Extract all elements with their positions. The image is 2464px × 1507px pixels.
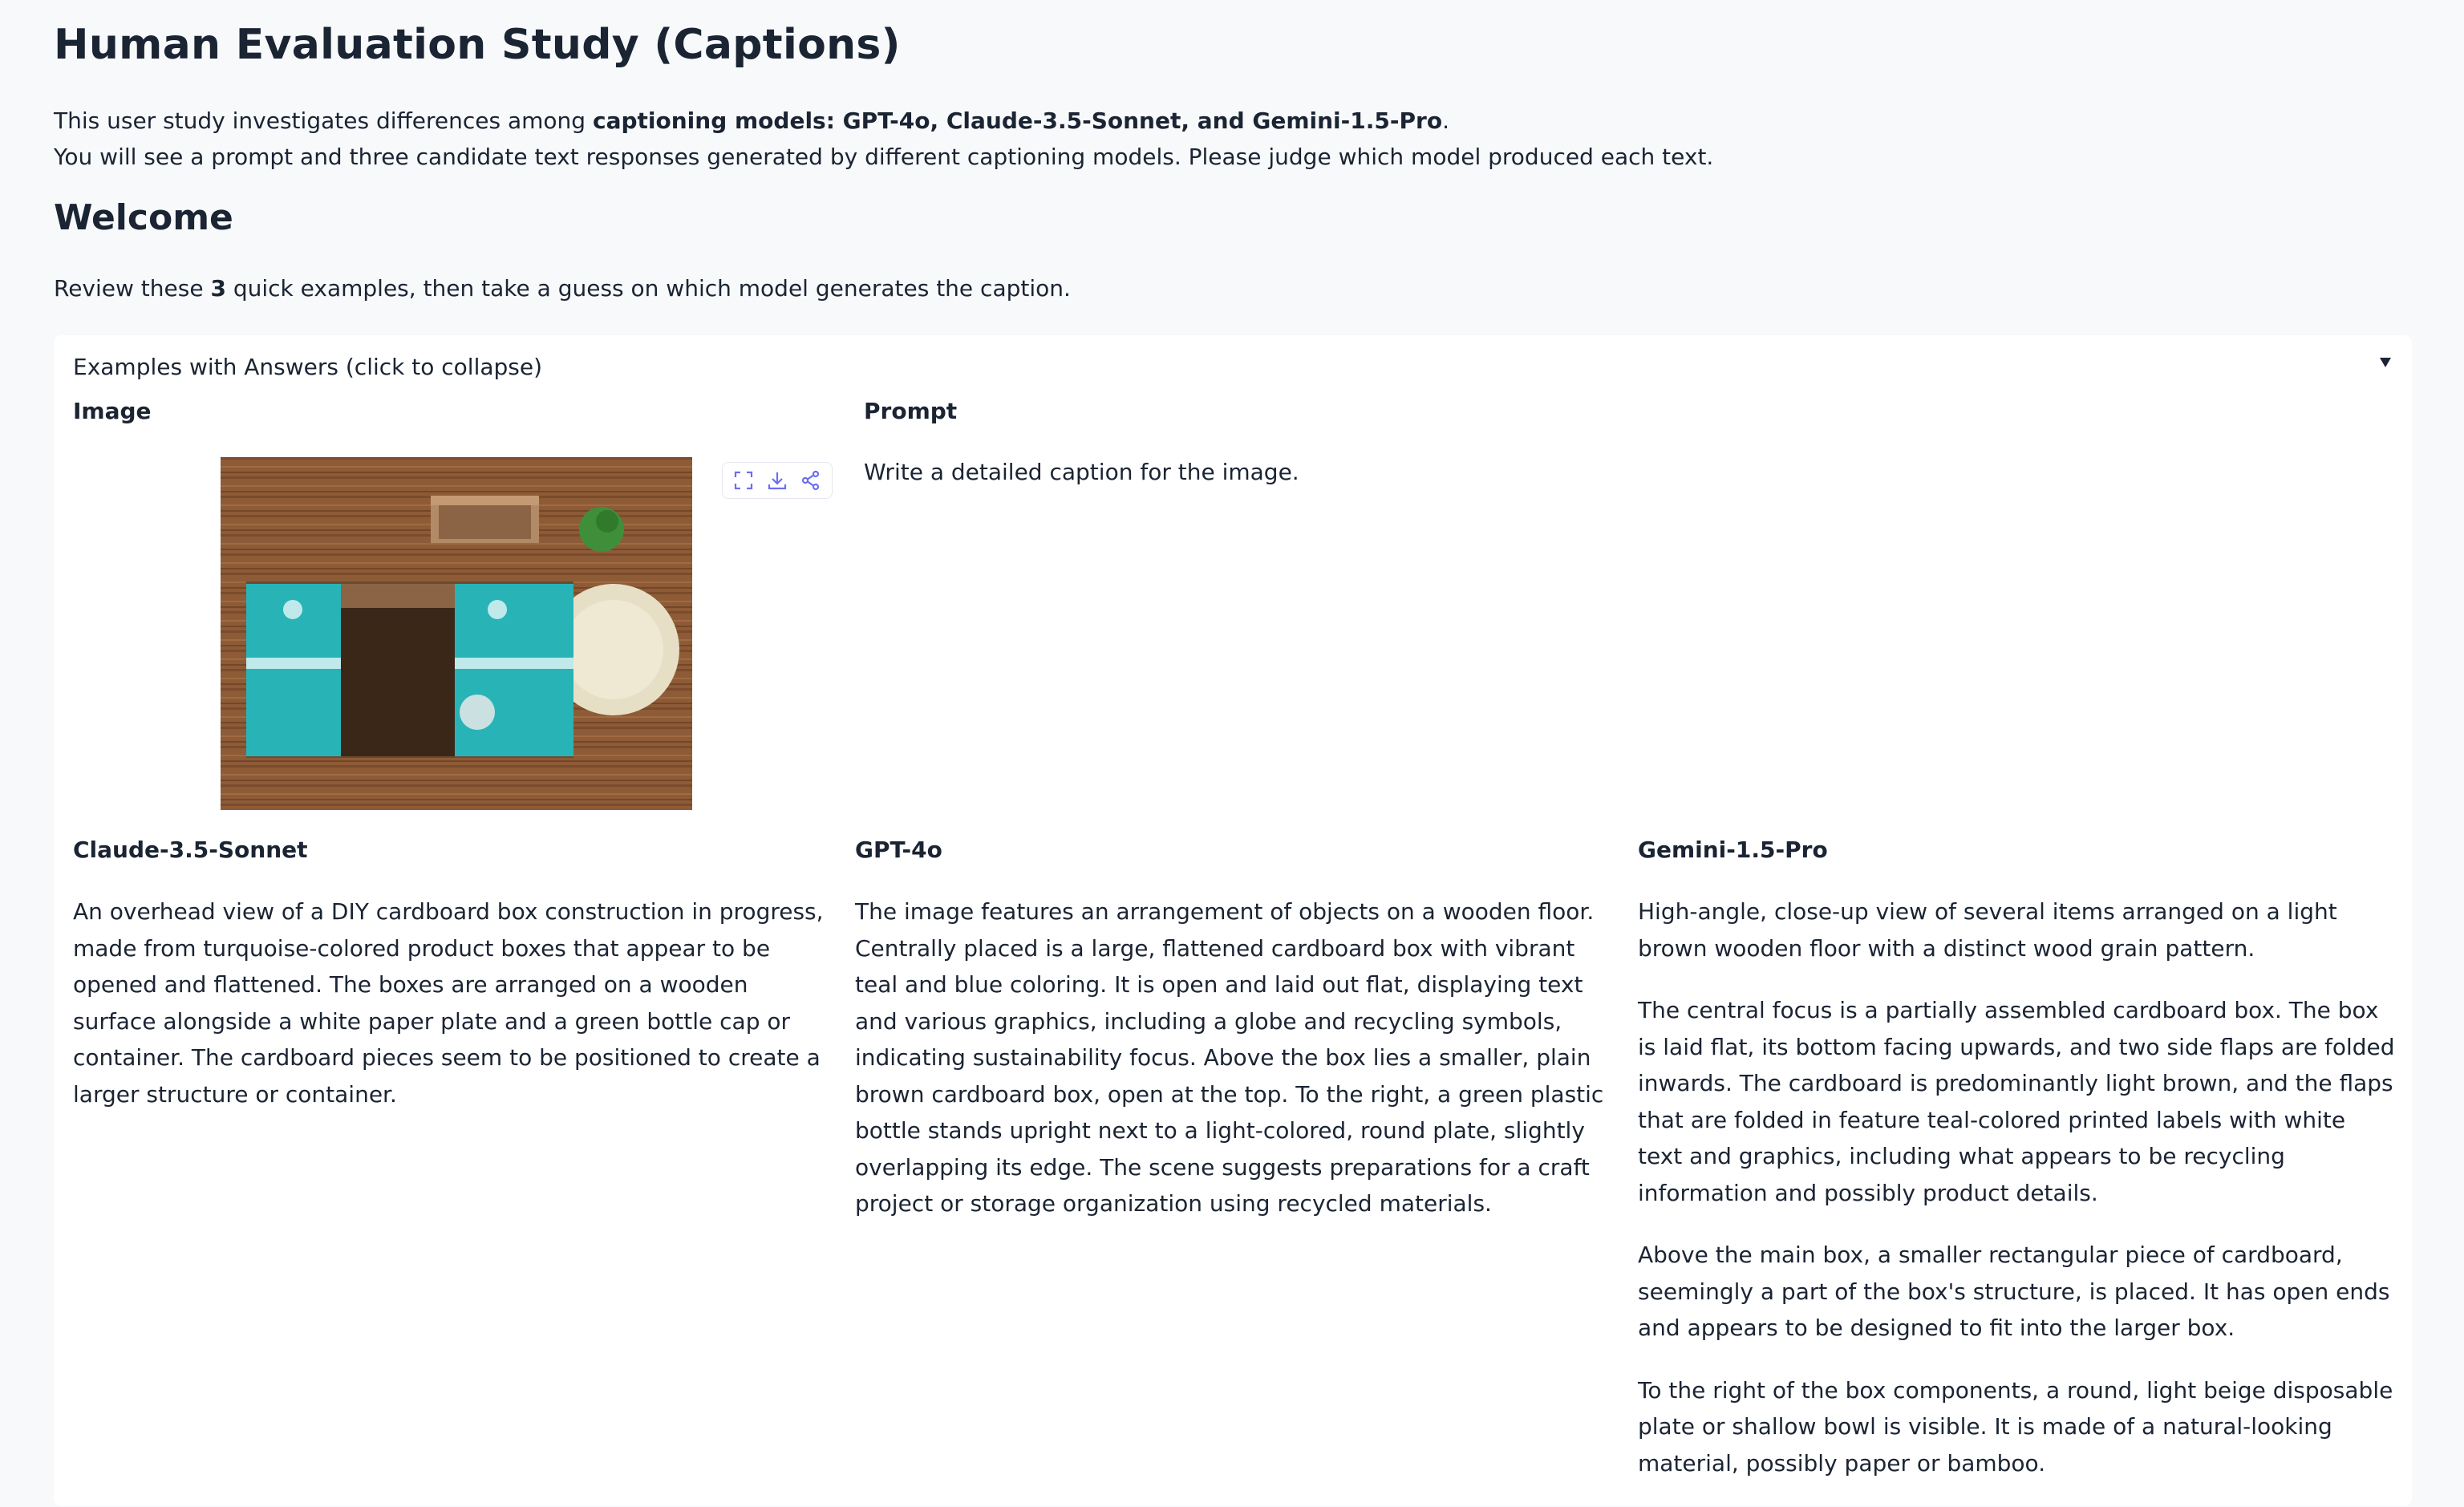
intro-line-2: You will see a prompt and three candidate text responses generated by different captioning models. Please judge which model produced each text. (54, 144, 1714, 170)
answer-paragraph: To the right of the box components, a round, light beige disposable plate or shallow bowl is visible. It is made of a natural-looking material, possibly paper or bamboo. (1638, 1376, 2393, 1477)
review-count: 3 (210, 275, 226, 302)
prompt-column-header: Prompt (864, 398, 958, 424)
answer-column-gpt4o (855, 834, 1614, 1248)
answer-model-name: Claude-3.5-Sonnet (73, 837, 308, 863)
welcome-heading: Welcome (54, 197, 233, 238)
share-icon[interactable] (795, 464, 827, 496)
examples-accordion-toggle[interactable] (73, 350, 2391, 385)
answer-paragraph: The image features an arrangement of objects on a wooden floor. Centrally placed is a large, flattened cardboard box with vibrant teal and blue coloring. It is open and laid out flat, displaying text and various graphics, including a globe and recycling symbols, indicating sustainability focus. Above the box lies a smaller, plain brown cardboard box, open at the top. To the right, a green plastic bottle stands upright next to a light-colored, round plate, slightly overlapping its edge. The scene suggests preparations for a craft project or storage organization using recycled materials. (855, 898, 1604, 1217)
example-image-drawing (221, 457, 692, 810)
image-column-header: Image (73, 398, 152, 424)
answer-paragraph: An overhead view of a DIY cardboard box construction in progress, made from turquoise-colored product boxes that appear to be opened and flattened. The boxes are arranged on a wooden surface alongside a white paper plate and a green bottle cap or container. The cardboard pieces seem to be positioned to create a larger structure or container. (73, 898, 824, 1108)
answer-column-claude (73, 834, 832, 1138)
answer-paragraph: The central focus is a partially assembled cardboard box. The box is laid flat, its bottom facing upwards, and two side flaps are folded inwards. The cardboard is predominantly light brown, and the flaps that are folded in feature teal-colored printed labels with white text and graphics, including what appears to be recycling information and possibly product details. (1638, 997, 2395, 1206)
intro-line-1 (54, 103, 1713, 139)
caret-down-icon (2380, 358, 2391, 367)
answer-paragraph: Above the main box, a smaller rectangular piece of cardboard, seemingly a part of the box's structure, is placed. It has open ends and appears to be designed to fit into the larger box. (1638, 1242, 2390, 1341)
intro-suffix: . (1442, 107, 1449, 134)
image-toolbar (722, 462, 833, 499)
answer-column-gemini (1638, 834, 2397, 1507)
review-suffix: quick examples, then take a guess on which model generates the caption. (225, 275, 1071, 302)
intro-prefix: This user study investigates differences among (54, 107, 593, 134)
intro-models: captioning models: GPT-4o, Claude-3.5-Sonnet, and Gemini-1.5-Pro (592, 107, 1443, 134)
review-instructions (54, 273, 1071, 305)
answer-model-name: Gemini-1.5-Pro (1638, 837, 1828, 863)
study-intro (54, 103, 1713, 175)
answer-paragraph: High-angle, close-up view of several items arranged on a light brown wooden floor with a distinct wood grain pattern. (1638, 898, 2337, 962)
review-prefix: Review these (54, 275, 211, 302)
examples-panel (54, 335, 2412, 1506)
fullscreen-icon[interactable] (727, 464, 760, 496)
answer-model-name: GPT-4o (855, 837, 942, 863)
accordion-label: Examples with Answers (click to collapse) (73, 354, 543, 380)
example-image[interactable] (221, 457, 692, 810)
prompt-text: Write a detailed caption for the image. (864, 459, 1299, 485)
page-title: Human Evaluation Study (Captions) (54, 21, 901, 69)
download-icon[interactable] (761, 464, 793, 496)
